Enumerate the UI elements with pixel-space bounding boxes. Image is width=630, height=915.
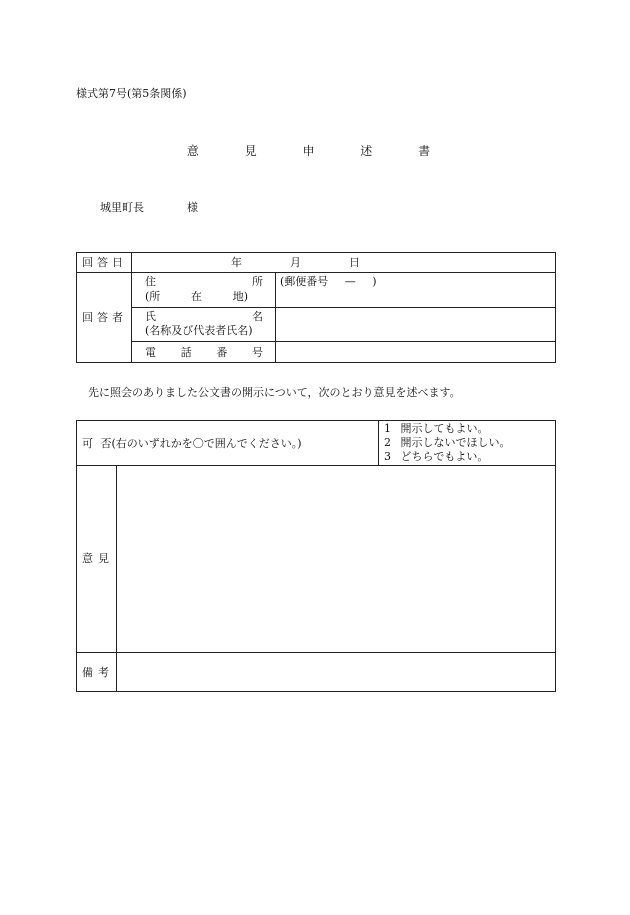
column-divider <box>131 252 132 363</box>
phone-label <box>145 346 263 359</box>
name-field[interactable] <box>276 308 555 340</box>
month-label: 月 <box>290 256 301 269</box>
opinion-field[interactable] <box>117 466 555 651</box>
column-divider <box>378 420 379 465</box>
address-label-part: 所 <box>252 275 263 288</box>
name-label-part: 名 <box>252 310 263 323</box>
day-label: 日 <box>349 256 360 269</box>
addressee <box>100 199 198 215</box>
opinion-label: 意見 <box>82 552 114 565</box>
form-number: 様式第7号(第5条関係) <box>76 87 187 100</box>
option-do-not-disclose[interactable]: 2 開示しないでほしい。 <box>384 436 511 449</box>
name-label <box>145 310 263 323</box>
remarks-label: 備考 <box>82 666 114 679</box>
row-divider <box>76 272 556 273</box>
postal-code-field[interactable]: (郵便番号 — ) <box>280 275 377 288</box>
name-label-part: 氏 <box>145 310 156 323</box>
document-title: 意 見 申 述 書 <box>186 144 452 158</box>
address-label-part: 住 <box>145 275 156 288</box>
remarks-field[interactable] <box>117 653 555 691</box>
address-label <box>145 275 263 288</box>
addressee-name: 城里町長 <box>100 201 144 214</box>
statement-text: 先に照会のありました公文書の開示について，次のとおり意見を述べます。 <box>88 386 461 399</box>
phone-label-part: 号 <box>251 346 263 359</box>
respondent-label: 回答者 <box>82 311 127 324</box>
honorific: 様 <box>187 201 198 214</box>
location-label-part: (所 <box>145 290 161 303</box>
phone-label-part: 番 <box>216 346 228 359</box>
location-label <box>145 290 248 303</box>
phone-label-part: 電 <box>145 346 156 359</box>
phone-label-part: 話 <box>180 346 192 359</box>
name-sublabel: (名称及び代表者氏名) <box>145 324 253 337</box>
approval-label: 可 否(右のいずれかを〇で囲んでください。) <box>82 437 302 450</box>
phone-field[interactable] <box>276 342 555 362</box>
option-either[interactable]: 3 どちらでもよい。 <box>384 450 489 463</box>
answer-date-label: 回答日 <box>82 256 127 269</box>
year-label: 年 <box>231 256 242 269</box>
option-disclose-ok[interactable]: 1 開示してもよい。 <box>384 422 489 435</box>
location-label-part: 在 <box>191 290 202 303</box>
location-label-part: 地) <box>232 290 248 303</box>
